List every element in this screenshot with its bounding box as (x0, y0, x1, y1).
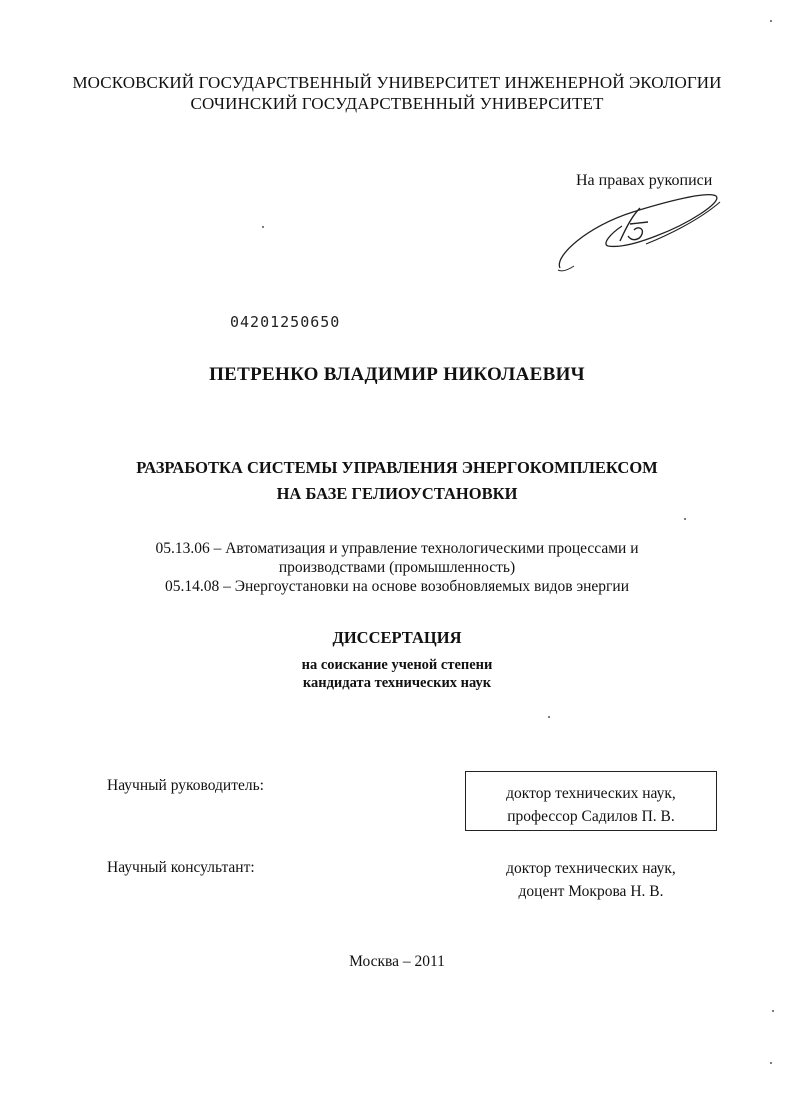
supervisor-title: доктор технических наук, (506, 785, 676, 802)
registration-number: 04201250650 (230, 313, 341, 331)
specialty-line-1: 05.13.06 – Автоматизация и управление технологическими процессами и (155, 540, 639, 557)
supervisor-label: Научный руководитель: (107, 777, 264, 794)
work-type: ДИССЕРТАЦИЯ (332, 628, 462, 647)
scan-speck (548, 716, 550, 718)
scan-speck (262, 226, 264, 228)
dissertation-title-line-1: РАЗРАБОТКА СИСТЕМЫ УПРАВЛЕНИЯ ЭНЕРГОКОМПЛЕКСОМ (136, 458, 658, 477)
specialty-codes (0, 539, 794, 596)
dissertation-title-line-2: НА БАЗЕ ГЕЛИОУСТАНОВКИ (276, 484, 518, 503)
consultant-block (465, 857, 717, 903)
scan-speck (770, 20, 772, 22)
supervisor-name: профессор Садилов П. В. (507, 808, 675, 825)
degree-sought (0, 656, 794, 692)
degree-line-1: на соискание ученой степени (301, 657, 493, 673)
manuscript-rights-note: На правах рукописи (576, 172, 713, 189)
scan-speck (772, 1010, 774, 1012)
university-header (0, 72, 794, 114)
university-name-1: МОСКОВСКИЙ ГОСУДАРСТВЕННЫЙ УНИВЕРСИТЕТ ИНЖЕНЕРНОЙ ЭКОЛОГИИ (72, 73, 722, 92)
specialty-line-3: 05.14.08 – Энергоустановки на основе возобновляемых видов энергии (164, 578, 630, 595)
place-year: Москва – 2011 (349, 953, 445, 970)
supervisor-box (465, 771, 717, 831)
author-name: ПЕТРЕНКО ВЛАДИМИР НИКОЛАЕВИЧ (209, 364, 585, 385)
degree-line-2: кандидата технических наук (302, 675, 492, 691)
consultant-name: доцент Мокрова Н. В. (518, 883, 664, 900)
consultant-title: доктор технических наук, (506, 860, 676, 877)
consultant-label: Научный консультант: (107, 859, 255, 876)
university-name-2: СОЧИНСКИЙ ГОСУДАРСТВЕННЫЙ УНИВЕРСИТЕТ (190, 94, 604, 113)
scan-speck (684, 518, 686, 520)
signature-icon (548, 186, 728, 276)
specialty-line-2: производствами (промышленность) (278, 559, 516, 576)
dissertation-title (0, 455, 794, 507)
scan-speck (770, 1062, 772, 1064)
